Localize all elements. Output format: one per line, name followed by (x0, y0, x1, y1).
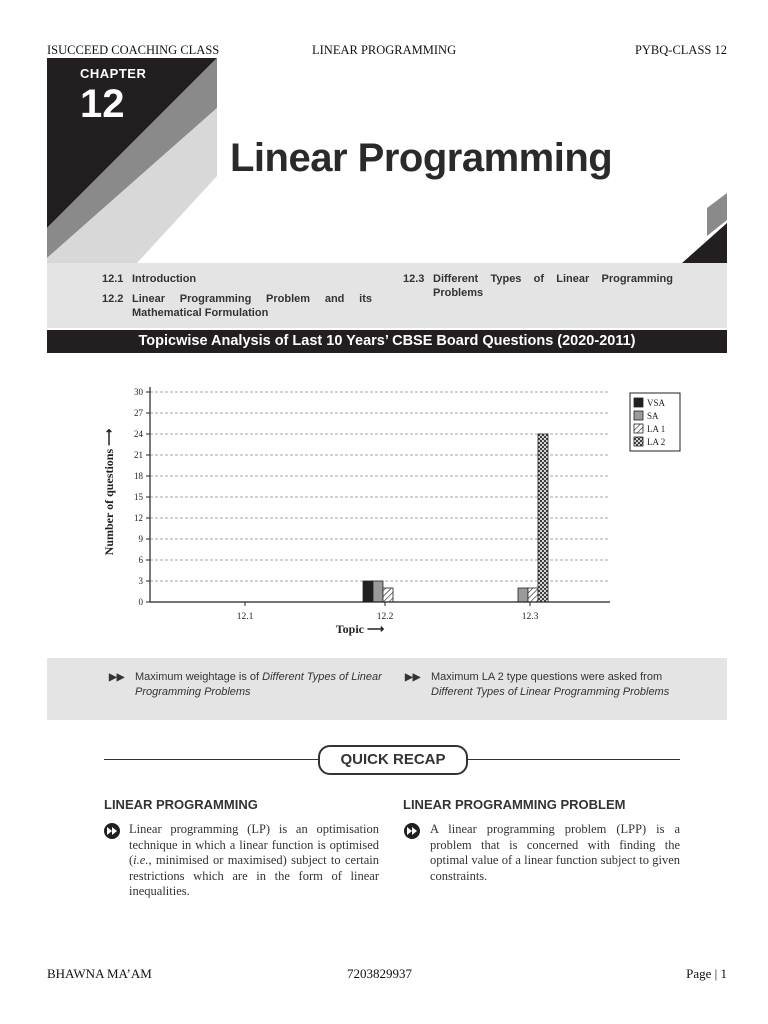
y-tick-label: 24 (134, 429, 143, 439)
y-tick-label: 9 (138, 534, 143, 544)
topic-text: Linear Programming Problem and its Mathematical Formulation (132, 293, 372, 319)
chapter-title: Linear Programming (230, 136, 613, 180)
legend-swatch (634, 398, 643, 407)
topic-number: 12.1 (102, 273, 124, 285)
chart-svg (95, 375, 695, 640)
paragraph-text: Linear programming (LP) is an optimisation technique in which a linear function is optimised ( (129, 822, 379, 867)
weightage-summary (47, 658, 727, 720)
weightage-text-italic: Different Types of Linear Programming Problems (135, 671, 382, 698)
legend-label: SA (647, 411, 659, 421)
bar-sa (518, 588, 528, 602)
y-tick-label: 6 (138, 555, 143, 565)
footer-left: BHAWNA MA’AM (47, 966, 152, 981)
y-tick-label: 27 (134, 408, 143, 418)
y-tick-label: 15 (134, 492, 143, 502)
legend-swatch (634, 424, 643, 433)
chapter-banner (47, 58, 727, 263)
chapter-label: CHAPTER (80, 66, 147, 81)
x-axis-label: Topic ⟶ (335, 622, 385, 636)
header-center: LINEAR PROGRAMMING (312, 43, 457, 57)
page-header (47, 43, 727, 59)
topic-number: 12.3 (403, 273, 425, 285)
y-axis-label: Number of questions ⟶ (102, 428, 116, 556)
fast-forward-bullet-icon (103, 822, 121, 840)
weightage-text (135, 670, 395, 700)
x-tick-label: 12.3 (521, 612, 539, 622)
bar-sa (373, 581, 383, 602)
footer-center: 7203829937 (347, 966, 412, 981)
y-tick-label: 3 (138, 576, 143, 586)
section-heading: LINEAR PROGRAMMING PROBLEM (403, 797, 626, 812)
section-paragraph (430, 822, 680, 884)
quick-recap-label: QUICK RECAP (318, 745, 468, 775)
page-footer (47, 966, 727, 982)
x-tick-label: 12.2 (376, 612, 394, 622)
y-tick-label: 30 (134, 387, 143, 397)
quick-recap-divider (104, 745, 680, 775)
topics-list (47, 263, 727, 328)
fast-forward-bullet-icon (403, 822, 421, 840)
weightage-text-italic: Different Types of Linear Programming Problems (431, 686, 670, 698)
y-tick-label: 21 (134, 450, 143, 460)
paragraph-text: minimised or maximised) subject to certain restrictions which are in the form of linear inequalities. (129, 853, 379, 898)
header-left: ISUCCEED COACHING CLASS (47, 43, 220, 57)
weightage-text-part: Maximum LA 2 type questions were asked from (431, 671, 663, 683)
section-heading: LINEAR PROGRAMMING (104, 797, 258, 812)
topic-number: 12.2 (102, 293, 124, 305)
paragraph-italic: i.e., (133, 853, 152, 867)
legend-label: LA 2 (647, 437, 666, 447)
legend-label: VSA (647, 398, 666, 408)
section-paragraph (129, 822, 379, 900)
legend-swatch (634, 411, 643, 420)
y-tick-label: 12 (134, 513, 143, 523)
bar-la-1 (383, 588, 393, 602)
x-tick-label: 12.1 (236, 612, 254, 622)
bar-la-1 (528, 588, 538, 602)
chapter-number: 12 (80, 82, 125, 126)
legend-label: LA 1 (647, 424, 666, 434)
paragraph-text: A linear programming problem (LPP) is a problem that is concerned with finding the optimal value of a linear function subject to given constraints. (430, 822, 680, 883)
double-arrow-icon: ▶▶ (109, 672, 125, 683)
y-tick-label: 18 (134, 471, 143, 481)
weightage-text (431, 670, 693, 700)
y-tick-label: 0 (138, 597, 143, 607)
bar-la-2 (538, 434, 548, 602)
footer-right: Page | 1 (686, 966, 727, 981)
legend-swatch (634, 437, 643, 446)
header-right: PYBQ-CLASS 12 (634, 43, 727, 57)
weightage-text-part: Maximum weightage is of (135, 671, 263, 683)
bar-vsa (363, 581, 373, 602)
topic-text: Different Types of Linear Programming Problems (433, 273, 673, 299)
questions-bar-chart (95, 375, 695, 640)
topicwise-analysis-bar: Topicwise Analysis of Last 10 Years’ CBSE Board Questions (2020-2011) (47, 330, 727, 353)
topic-text: Introduction (132, 273, 197, 285)
double-arrow-icon: ▶▶ (405, 672, 421, 683)
